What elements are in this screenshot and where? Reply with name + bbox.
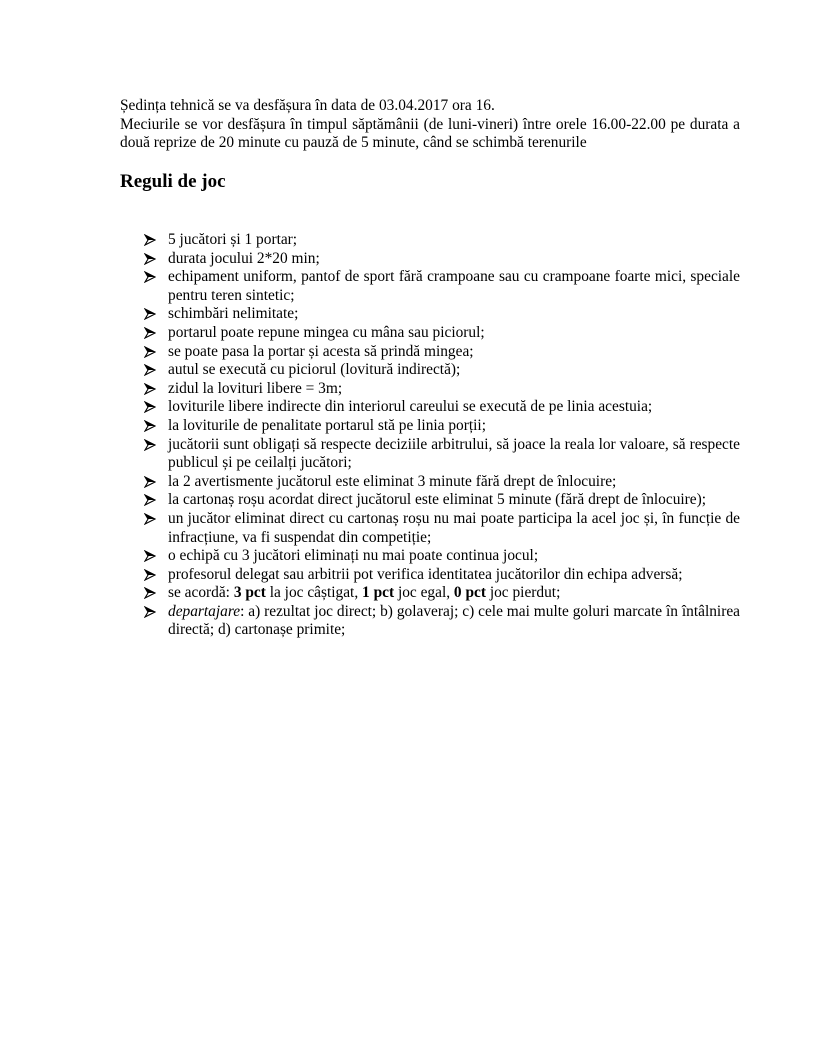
rule-text: durata jocului 2*20 min; (168, 249, 320, 267)
rule-item (120, 491, 740, 510)
arrowhead-bullet-icon (144, 343, 158, 361)
rule-item (120, 250, 740, 269)
rule-text: echipament uniform, pantof de sport fără crampoane sau cu crampoane foarte mici, speciale pentru teren sintetic; (168, 268, 740, 304)
rules-list (120, 231, 740, 640)
points-loss-text: joc pierdut; (485, 584, 561, 602)
rule-item (120, 436, 740, 473)
arrowhead-bullet-icon (144, 436, 158, 454)
arrowhead-bullet-icon (144, 547, 158, 565)
rule-item (120, 231, 740, 250)
intro-section (120, 97, 740, 153)
rule-item (120, 566, 740, 585)
rule-text: autul se execută cu piciorul (lovitură indirectă); (168, 361, 461, 379)
tiebreak-text: : a) rezultat joc direct; b) golaveraj; c) cele mai multe goluri marcate în întâlnirea directă; d) cartonașe primite; (168, 602, 740, 639)
arrowhead-bullet-icon (144, 305, 158, 323)
rule-item (120, 473, 740, 492)
rule-item (120, 417, 740, 436)
rule-item (120, 510, 740, 547)
rule-item (120, 361, 740, 380)
rule-text: schimbări nelimitate; (168, 305, 299, 323)
rule-text: profesorul delegat sau arbitrii pot verifica identitatea jucătorilor din echipa adversă; (168, 565, 683, 583)
rule-text: jucătorii sunt obligați să respecte deciziile arbitrului, să joace la reala lor valoare, să respecte publicul și pe ceilalți jucători; (168, 435, 740, 472)
rule-text: se poate pasa la portar și acesta să prindă mingea; (168, 342, 474, 360)
rule-item (120, 380, 740, 399)
points-loss: 0 pct (453, 584, 486, 602)
rule-item (120, 343, 740, 362)
arrowhead-bullet-icon (144, 510, 158, 528)
rule-item-tiebreak (120, 603, 740, 640)
arrowhead-bullet-icon (144, 398, 158, 416)
arrowhead-bullet-icon (144, 324, 158, 342)
arrowhead-bullet-icon (144, 473, 158, 491)
rule-text: un jucător eliminat direct cu cartonaș roșu nu mai poate participa la acel joc și, în funcție de infracțiune, va fi suspendat din competiție; (168, 509, 740, 546)
arrowhead-bullet-icon (144, 380, 158, 398)
points-win-text: la joc câștigat, (265, 584, 363, 602)
rule-item (120, 324, 740, 343)
rule-text: zidul la lovituri libere = 3m; (168, 379, 343, 397)
rule-item (120, 268, 740, 305)
arrowhead-bullet-icon (144, 361, 158, 379)
rules-heading: Reguli de joc (120, 171, 226, 192)
rule-text: la 2 avertismente jucătorul este eliminat 3 minute fără drept de înlocuire; (168, 472, 617, 490)
points-draw: 1 pct (362, 584, 395, 602)
match-schedule-paragraph: Meciurile se vor desfășura în timpul săptămânii (de luni-vineri) între orele 16.00-22.00 pe durata a două reprize de 20 minute cu pauză de 5 minute, când se schimbă terenurile (120, 115, 740, 152)
arrowhead-bullet-icon (144, 250, 158, 268)
arrowhead-bullet-icon (144, 491, 158, 509)
technical-meeting-line: Ședința tehnică se va desfășura în data de 03.04.2017 ora 16. (120, 97, 495, 114)
arrowhead-bullet-icon (144, 584, 158, 602)
tiebreak-term: departajare (168, 602, 241, 620)
rule-text: portarul poate repune mingea cu mâna sau piciorul; (168, 323, 485, 341)
points-prefix: se acordă: (168, 584, 234, 602)
rule-text: la loviturile de penalitate portarul stă pe linia porții; (168, 416, 486, 434)
rule-text: o echipă cu 3 jucători eliminați nu mai poate continua jocul; (168, 547, 539, 565)
rule-item (120, 305, 740, 324)
points-win: 3 pct (233, 584, 266, 602)
arrowhead-bullet-icon (144, 417, 158, 435)
rule-text: 5 jucători și 1 portar; (168, 231, 298, 248)
arrowhead-bullet-icon (144, 566, 158, 584)
rule-item (120, 398, 740, 417)
rule-item (120, 547, 740, 566)
points-draw-text: joc egal, (394, 584, 454, 602)
rule-text: la cartonaș roșu acordat direct jucătorul este eliminat 5 minute (fără drept de înlocuire); (168, 491, 707, 509)
rule-text: loviturile libere indirecte din interiorul careului se execută de pe linia acestuia; (168, 398, 653, 416)
arrowhead-bullet-icon (144, 603, 158, 621)
rule-item-points (120, 584, 740, 603)
arrowhead-bullet-icon (144, 268, 158, 286)
arrowhead-bullet-icon (144, 231, 158, 249)
